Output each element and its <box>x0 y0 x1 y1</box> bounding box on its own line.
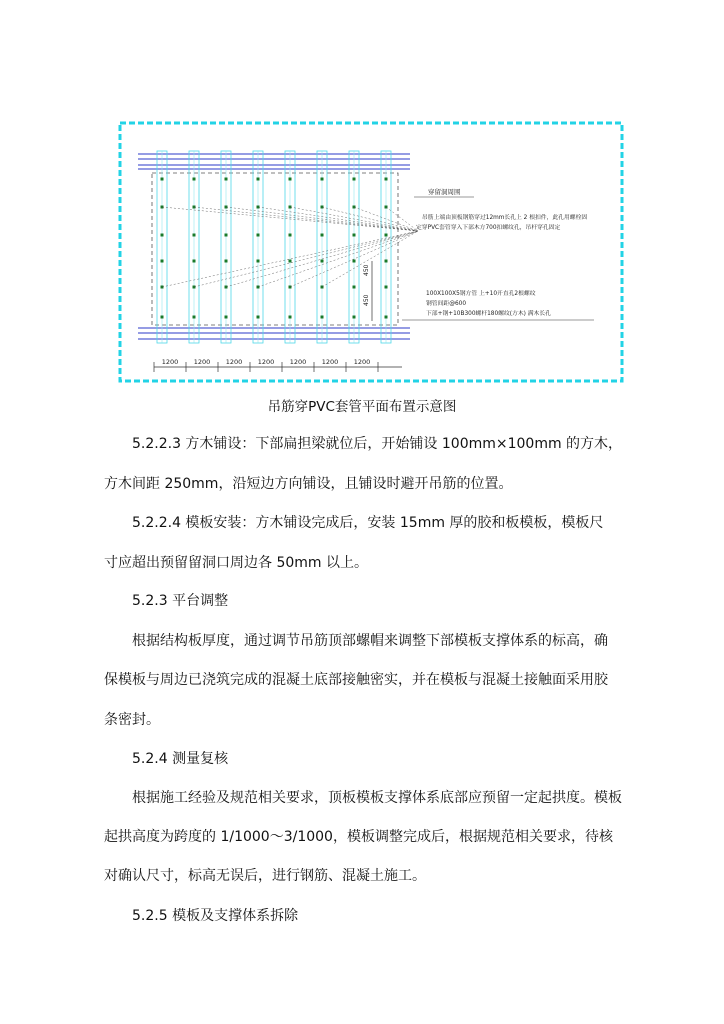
hanger-point <box>353 316 356 319</box>
label-hole-outline: 穿留洞周围 <box>428 188 461 196</box>
hanger-point <box>321 260 324 263</box>
hanger-point <box>353 286 356 289</box>
hanger-point <box>193 260 196 263</box>
section-heading-5-2-3: 5.2.3 平台调整 <box>132 593 229 609</box>
p2-line1: 5.2.2.4 模板安装：方木铺设完成后，安装 15mm 厚的胶和板模板，模板尺 <box>132 515 604 531</box>
dim-vertical-1: 450 <box>363 264 370 276</box>
hanger-point <box>225 260 228 263</box>
hanger-point <box>161 260 164 263</box>
label-note1-line2: 定穿PVC套管穿入下部木方700扣螺纹孔，吊杆穿孔固定 <box>416 225 561 231</box>
hanger-point <box>193 316 196 319</box>
figure-caption: 吊筋穿PVC套管平面布置示意图 <box>267 399 457 415</box>
label-note1-line1: 吊筋上端由顶板钢筋穿过12mm长孔上 2 根扣件，此孔用螺栓固 <box>422 215 588 221</box>
hanger-point <box>161 178 164 181</box>
label-note2-line1: 100X100X5钢方管 上+10开直孔2根螺纹 <box>426 291 536 297</box>
label-note2-line2: 钢管间距@600 <box>426 301 467 307</box>
hanger-point <box>321 234 324 237</box>
hanger-point <box>289 316 292 319</box>
hanger-point <box>161 234 164 237</box>
hanger-point <box>353 234 356 237</box>
p1-line1: 5.2.2.3 方木铺设：下部扁担梁就位后，开始铺设 100mm×100mm 的方木， <box>132 436 623 452</box>
dim-vertical-2: 450 <box>363 294 370 306</box>
hanger-point <box>257 178 260 181</box>
hanger-point <box>257 234 260 237</box>
hanger-point <box>321 316 324 319</box>
hanger-point <box>353 178 356 181</box>
p1-line2: 方木间距 250mm，沿短边方向铺设，且铺设时避开吊筋的位置。 <box>104 476 513 492</box>
section-heading-5-2-4: 5.2.4 测量复核 <box>132 751 229 767</box>
p3-line1: 根据结构板厚度，通过调节吊筋顶部螺帽来调整下部模板支撑体系的标高，确 <box>132 633 608 649</box>
hanger-point <box>289 178 292 181</box>
hanger-point <box>193 234 196 237</box>
p3-line3: 条密封。 <box>104 712 160 728</box>
pvc-sleeve-layout-drawing <box>118 121 624 383</box>
span-dimension-label: 1200 <box>257 358 275 366</box>
hanger-point <box>289 234 292 237</box>
span-dimension-label: 1200 <box>353 358 371 366</box>
hanger-point <box>385 316 388 319</box>
p4-line3: 对确认尺寸，标高无误后，进行钢筋、混凝土施工。 <box>104 868 426 884</box>
span-dimension-label: 1200 <box>193 358 211 366</box>
hanger-point <box>385 178 388 181</box>
hanger-point <box>161 316 164 319</box>
hanger-point <box>289 260 292 263</box>
span-dimension-label: 1200 <box>289 358 307 366</box>
p4-line1: 根据施工经验及规范相关要求，顶板模板支撑体系底部应预留一定起拱度。模板 <box>132 790 622 806</box>
span-dimension-label: 1200 <box>161 358 179 366</box>
p4-line2: 起拱高度为跨度的 1/1000～3/1000，模板调整完成后，根据规范相关要求，待核 <box>104 829 613 845</box>
hanger-point <box>385 260 388 263</box>
hanger-point <box>193 178 196 181</box>
p3-line2: 保模板与周边已浇筑完成的混凝土底部接触密实，并在模板与混凝土接触面采用胶 <box>104 672 608 688</box>
hanger-point <box>257 316 260 319</box>
span-dimension-label: 1200 <box>321 358 339 366</box>
hanger-point <box>385 286 388 289</box>
span-dimension-label: 1200 <box>225 358 243 366</box>
hanger-point <box>225 178 228 181</box>
hanger-point <box>225 234 228 237</box>
hanger-point <box>385 234 388 237</box>
p2-line2: 寸应超出预留留洞口周边各 50mm 以上。 <box>104 555 368 571</box>
section-heading-5-2-5: 5.2.5 模板及支撑体系拆除 <box>132 908 299 924</box>
hanger-point <box>353 260 356 263</box>
label-note2-line3: 下部+钢+10B300螺杆180螺纹(方木) 满木长孔 <box>426 311 551 317</box>
drawing-frame <box>120 123 622 381</box>
hanger-point <box>321 178 324 181</box>
hanger-point <box>257 260 260 263</box>
hanger-point <box>225 316 228 319</box>
